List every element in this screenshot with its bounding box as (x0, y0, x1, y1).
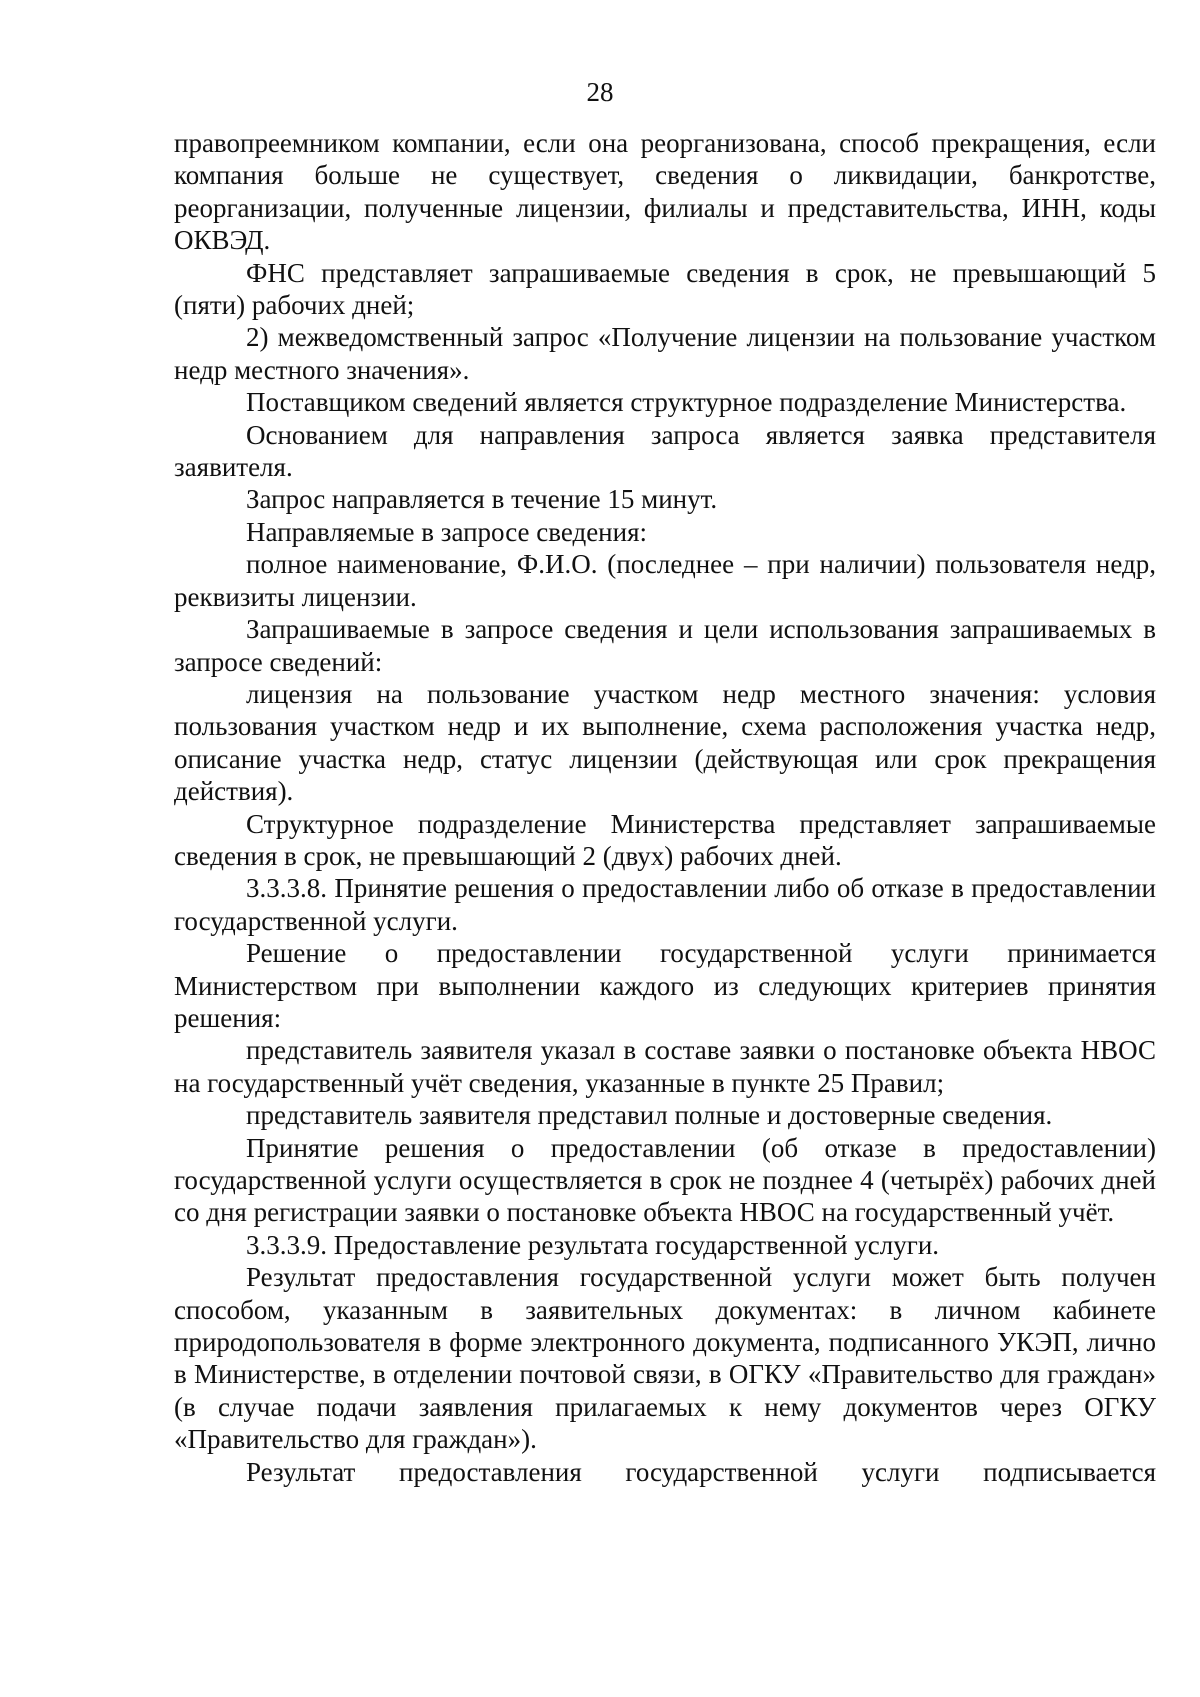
paragraph: полное наименование, Ф.И.О. (последнее – при наличии) пользователя недр, реквизиты лицензии. (174, 549, 1156, 612)
paragraph: Принятие решения о предоставлении (об отказе в предоставлении) государственной услуги осуществляется в срок не позднее 4 (четырёх) рабочих дней со дня регистрации заявки о постановке объекта НВОС на государственный учёт. (174, 1132, 1156, 1228)
paragraph: ФНС представляет запрашиваемые сведения в срок, не превышающий 5 (пяти) рабочих дней; (174, 257, 1156, 321)
paragraph: 3.3.3.9. Предоставление результата государственной услуги. (246, 1229, 940, 1260)
paragraph: 2) межведомственный запрос «Получение лицензии на пользование участком недр местного значения». (174, 322, 1156, 385)
paragraph: представитель заявителя указал в составе заявки о постановке объекта НВОС на государственный учёт сведения, указанные в пункте 25 Правил; (174, 1035, 1156, 1098)
paragraph: Результат предоставления государственной услуги может быть получен способом, указанным в заявительных документах: в личном кабинете природопользователя в форме электронного документа, подписанного УКЭП, лично в Министерстве, в отделении почтовой связи, в ОГКУ «Правительство для граждан» (в случае подачи заявления прилагаемых к нему документов через ОГКУ «Правительство для граждан»). (174, 1262, 1156, 1455)
paragraph: представитель заявителя представил полные и достоверные сведения. (246, 1100, 1053, 1131)
paragraph: Запрос направляется в течение 15 минут. (246, 484, 718, 515)
paragraph: правопреемником компании, если она реорганизована, способ прекращения, если компания больше не существует, сведения о ликвидации, банкротстве, реорганизации, полученные лицензии, филиалы и представительства, ИНН, коды ОКВЭД. (174, 128, 1156, 256)
paragraph: Запрашиваемые в запросе сведения и цели использования запрашиваемых в запросе сведений: (174, 614, 1156, 677)
paragraph: Поставщиком сведений является структурное подразделение Министерства. (246, 387, 1127, 418)
paragraph: Решение о предоставлении государственной услуги принимается Министерством при выполнении каждого из следующих критериев принятия решения: (174, 938, 1156, 1033)
paragraph: лицензия на пользование участком недр местного значения: условия пользования участком недр и их выполнение, схема расположения участка недр, описание участка недр, статус лицензии (действующая или срок прекращения действия). (174, 678, 1156, 807)
body-text (174, 127, 1156, 1488)
paragraph: Направляемые в запросе сведения: (246, 516, 647, 547)
paragraph: 3.3.3.8. Принятие решения о предоставлении либо об отказе в предоставлении государственной услуги. (174, 873, 1156, 936)
paragraph: Основанием для направления запроса является заявка представителя заявителя. (174, 419, 1156, 483)
paragraph: Результат предоставления государственной услуги подписывается (246, 1456, 1156, 1487)
paragraph: Структурное подразделение Министерства представляет запрашиваемые сведения в срок, не превышающий 2 (двух) рабочих дней. (174, 808, 1156, 871)
page-number: 28 (586, 77, 614, 107)
